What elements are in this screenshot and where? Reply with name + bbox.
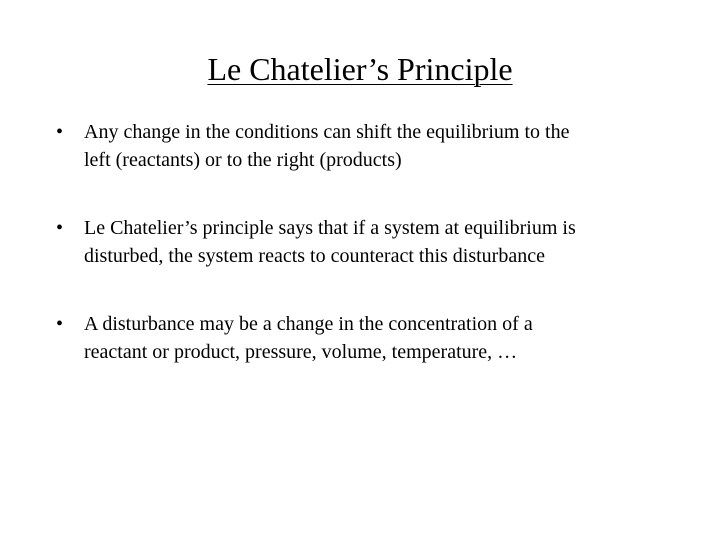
- bullet-line: left (reactants) or to the right (products): [84, 149, 402, 171]
- bullet-text: [84, 214, 686, 270]
- slide-title: Le Chatelier’s Principle: [207, 51, 513, 87]
- bullet-dot-icon: •: [56, 217, 64, 239]
- bullet-list: [56, 118, 686, 406]
- bullet-dot-icon: •: [56, 313, 64, 335]
- bullet-line: A disturbance may be a change in the concentration of a: [84, 313, 533, 335]
- bullet-item-disturbance-types: [56, 310, 686, 366]
- bullet-line: disturbed, the system reacts to counteract this disturbance: [84, 245, 545, 267]
- bullet-item-equilibrium-shift: [56, 118, 686, 174]
- bullet-dot-icon: •: [56, 121, 64, 143]
- bullet-line: Le Chatelier’s principle says that if a system at equilibrium is: [84, 217, 576, 239]
- bullet-line: Any change in the conditions can shift the equilibrium to the: [84, 121, 570, 143]
- bullet-text: [84, 310, 686, 366]
- bullet-line: reactant or product, pressure, volume, temperature, …: [84, 341, 518, 363]
- bullet-item-principle-definition: [56, 214, 686, 270]
- bullet-text: [84, 118, 686, 174]
